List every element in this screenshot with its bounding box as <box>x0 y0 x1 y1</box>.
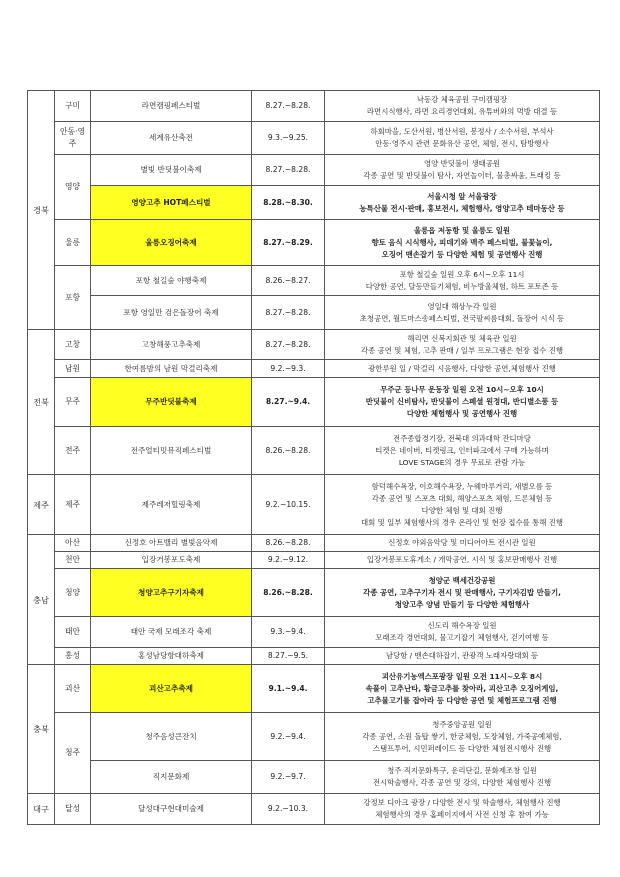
city-cell: 달성 <box>55 794 91 825</box>
city-cell: 청양 <box>55 569 91 617</box>
detail-line: 초청공연, 월드마스송페스티벌, 전국팔씨름대회, 돌장어 시식 등 <box>359 313 565 323</box>
festival-details <box>325 617 600 648</box>
festival-period: 8.26.~8.28. <box>252 535 325 552</box>
festival-details <box>325 91 600 122</box>
festival-details <box>325 713 600 761</box>
festival-period: 8.27.~9.5. <box>252 648 325 665</box>
festival-details <box>325 552 600 569</box>
detail-line: 향토 음식 시식행사, 피데기와 맥주 페스티벌, 불꽃놀이, <box>371 237 553 247</box>
detail-line: 괴산유기농엑스포광장 일원 오전 11시~오후 8시 <box>381 671 543 681</box>
detail-line: 고추물고기를 잡아라 등 다양한 공연 및 체험프로그램 진행 <box>367 695 557 705</box>
city-cell: 제주 <box>55 475 91 535</box>
festival-name: 청주음성큰잔치 <box>91 713 252 761</box>
festival-name: 포항 영일만 검은돌장어 축제 <box>91 296 252 330</box>
detail-line: 농특산물 전시·판매, 홍보전시, 체험행사, 영양고추 테마동산 등 <box>359 203 565 213</box>
festival-name: 제주레저힐링축제 <box>91 475 252 535</box>
festival-row <box>28 122 600 155</box>
detail-line: 남당항 / 맨손대하잡기, 관광객 노래자랑대회 등 <box>385 651 539 660</box>
festival-details <box>325 296 600 330</box>
festival-period: 8.27.~8.28. <box>252 91 325 122</box>
festival-details <box>325 569 600 617</box>
detail-line: 다양한 체험행사 및 공연행사 진행 <box>406 409 518 418</box>
festival-row <box>28 427 600 475</box>
festival-row <box>28 155 600 186</box>
festival-period: 8.26.~8.28. <box>252 427 325 475</box>
detail-line: 하회마을, 도산서원, 병산서원, 봉정사 / 소수서원, 부석사 <box>370 127 554 136</box>
province-cell: 충남 <box>28 535 55 665</box>
festival-period: 9.3.~9.25. <box>252 122 325 155</box>
festival-details <box>325 475 600 535</box>
festival-details <box>325 220 600 266</box>
city-cell: 괴산 <box>55 665 91 713</box>
province-cell: 경북 <box>28 91 55 330</box>
detail-line: 안동·영주시 관련 문화유산 공연, 체험, 전시, 탐방행사 <box>375 139 549 148</box>
city-cell: 아산 <box>55 535 91 552</box>
detail-line: 청양군 백세건강공원 <box>428 575 496 585</box>
festival-row <box>28 569 600 617</box>
festival-period: 8.27.~8.28. <box>252 296 325 330</box>
festival-period: 9.1.~9.4. <box>252 665 325 713</box>
province-cell: 제주 <box>28 475 55 535</box>
detail-line: 영양 반딧불이 생태공원 <box>423 159 501 168</box>
festival-table <box>27 90 600 825</box>
festival-period: 9.2.~9.3. <box>252 360 325 378</box>
festival-name: 신정호 아트밸리 별빛음악제 <box>91 535 252 552</box>
festival-period: 8.27.~9.4. <box>252 378 325 427</box>
city-cell: 고창 <box>55 330 91 360</box>
detail-line: 티켓은 네이버, 티켓링크, 인터파크에서 구매 가능하며 <box>375 445 549 455</box>
festival-details <box>325 794 600 825</box>
city-cell: 울릉 <box>55 220 91 266</box>
detail-line: 신정호 야외음악당 및 미디어아트 전시관 일원 <box>388 538 536 547</box>
festival-period: 8.26.~8.28. <box>252 569 325 617</box>
festival-row <box>28 794 600 825</box>
festival-details <box>325 186 600 220</box>
detail-line: 전주종합경기장, 전북대 의과대학 잔디마당 <box>393 433 531 443</box>
festival-period: 9.2.~10.3. <box>252 794 325 825</box>
festival-period: 9.2.~10.15. <box>252 475 325 535</box>
detail-line: 각종 공연, 소원 돌탑 쌓기, 한궁체험, 도장체험, 가죽공예체험, <box>362 731 562 741</box>
detail-line: LOVE STAGE의 경우 무료로 관람 가능 <box>398 457 526 467</box>
detail-line: 포항 철길숲 일원 오후 6시~오후 11시 <box>399 269 525 279</box>
festival-name: 입장거봉포도축제 <box>91 552 252 569</box>
festival-row <box>28 378 600 427</box>
festival-period: 9.2.~9.12. <box>252 552 325 569</box>
festival-name: 전주얼티밋뮤직페스티벌 <box>91 427 252 475</box>
festival-details <box>325 378 600 427</box>
detail-line: 오징어 맨손잡기 등 다양한 체험 및 공연행사 진행 <box>381 249 543 259</box>
festival-row <box>28 475 600 535</box>
festival-name: 영양고추 HOT페스티벌 <box>91 186 252 220</box>
detail-line: 울릉읍 저동항 및 울릉도 일원 <box>414 225 510 235</box>
detail-line: 무주군 등나무 운동장 일원 오전 10시~오후 10시 <box>380 385 544 394</box>
festival-details <box>325 665 600 713</box>
city-cell: 안동·영주 <box>55 122 91 155</box>
city-cell: 구미 <box>55 91 91 122</box>
province-cell: 충북 <box>28 665 55 794</box>
festival-row <box>28 552 600 569</box>
festival-details <box>325 122 600 155</box>
detail-line: 함덕해수욕장, 이호해수욕장, 누웨마루거리, 새별오름 등 <box>371 481 553 491</box>
festival-name: 라면캠핑페스티벌 <box>91 91 252 122</box>
detail-line: 스탬프투어, 시민퍼레이드 등 다양한 체험전시행사 진행 <box>372 743 552 753</box>
province-cell: 전북 <box>28 330 55 475</box>
detail-line: 대회 및 일부 체험행사의 경우 온라인 및 현장 접수를 통해 진행 <box>361 517 563 527</box>
festival-name: 청양고추구기자축제 <box>91 569 252 617</box>
city-cell: 영양 <box>55 155 91 220</box>
city-cell: 태안 <box>55 617 91 648</box>
festival-period: 8.28.~8.30. <box>252 186 325 220</box>
detail-line: 각종 공연, 고추구기자 전시 및 판매행사, 구기자김밥 만들기, <box>363 587 561 597</box>
festival-details <box>325 761 600 794</box>
festival-name: 직지문화제 <box>91 761 252 794</box>
festival-row <box>28 186 600 220</box>
detail-line: 입장거봉포도휴게소 / 개막공연, 시식 및 홍보판매행사 진행 <box>366 555 558 564</box>
festival-details <box>325 360 600 378</box>
detail-line: 청주 직지문화특구, 운리단길, 문화제조창 일원 <box>387 766 537 775</box>
festival-row <box>28 665 600 713</box>
festival-name: 홍성남당항대하축제 <box>91 648 252 665</box>
festival-row <box>28 296 600 330</box>
festival-details <box>325 155 600 186</box>
festival-row <box>28 713 600 761</box>
festival-row <box>28 617 600 648</box>
city-cell: 포항 <box>55 266 91 330</box>
detail-line: 낙동강 체육공원 구미캠핑장 <box>416 95 508 104</box>
city-cell: 무주 <box>55 378 91 427</box>
detail-line: 속풀이 고추난타, 황금고추를 찾아라, 괴산고추 오징어게임, <box>365 683 559 693</box>
festival-name: 별빛 반딧불이축제 <box>91 155 252 186</box>
detail-line: 각종 공연 및 반딧불이 탐사, 자연놀이터, 물총싸움, 트래킹 등 <box>363 171 561 180</box>
detail-line: 광한루원 일 / 막걸리 시음행사, 다양한 공연,체험행사 진행 <box>368 363 556 373</box>
detail-line: 각종 공연 및 스포츠 대회, 해양스포츠 체험, 드론체험 등 <box>371 493 553 503</box>
detail-line: 전시학술행사, 각종 공연 및 강의, 다양한 체험행사 진행 <box>372 778 552 787</box>
city-cell: 남원 <box>55 360 91 378</box>
detail-line: 강정보 디아크 광장 / 다양한 전시 및 학술행사, 체험행사 진행 <box>363 798 561 807</box>
detail-line: 각종 공연 및 체험, 고추 판매 / 일부 프로그램은 현장 접수 진행 <box>360 345 564 355</box>
festival-name: 달성대구현대미술제 <box>91 794 252 825</box>
festival-period: 8.26.~8.27. <box>252 266 325 296</box>
city-cell: 천안 <box>55 552 91 569</box>
festival-period: 8.27.~8.28. <box>252 155 325 186</box>
detail-line: 라면시식행사, 라면 요리경연대회, 유튜버와의 먹방 대결 등 <box>366 107 558 116</box>
city-cell: 청주 <box>55 713 91 794</box>
detail-line: 체험행사의 경우 홈페이지에서 사전 신청 후 참여 가능 <box>375 810 549 819</box>
festival-name: 울릉오징어축제 <box>91 220 252 266</box>
detail-line: 청양고추 양념 만들기 등 다양한 체험행사 <box>394 599 530 609</box>
festival-row <box>28 648 600 665</box>
festival-name: 세계유산축전 <box>91 122 252 155</box>
festival-period: 9.2.~9.4. <box>252 713 325 761</box>
detail-line: 청주중앙공원 일원 <box>432 719 492 729</box>
festival-period: 8.27.~8.28. <box>252 330 325 360</box>
festival-table-body <box>28 91 600 825</box>
festival-row <box>28 360 600 378</box>
festival-details <box>325 427 600 475</box>
province-cell: 대구 <box>28 794 55 825</box>
city-cell: 전주 <box>55 427 91 475</box>
festival-name: 한여름밤의 남원 막걸리축제 <box>91 360 252 378</box>
detail-line: 영일대 해상누각 일원 <box>427 301 497 311</box>
detail-line: 다양한 체험 및 대회 진행 <box>421 505 503 515</box>
festival-row <box>28 535 600 552</box>
festival-period: 9.3.~9.4. <box>252 617 325 648</box>
detail-line: 반딧불이 신비탐사, 반딧불이 스페셜 원정대, 반디별소풍 등 <box>365 397 559 406</box>
festival-row <box>28 220 600 266</box>
city-cell: 홍성 <box>55 648 91 665</box>
festival-details <box>325 535 600 552</box>
festival-period: 8.27.~8.29. <box>252 220 325 266</box>
detail-line: 서울시청 앞 서울광장 <box>427 191 497 201</box>
festival-row <box>28 266 600 296</box>
festival-name: 무주반딧불축제 <box>91 378 252 427</box>
festival-row <box>28 761 600 794</box>
festival-name: 고창해풍고추축제 <box>91 330 252 360</box>
festival-row <box>28 91 600 122</box>
festival-details <box>325 330 600 360</box>
festival-period: 9.2.~9.7. <box>252 761 325 794</box>
detail-line: 다양한 공연, 달등만들기체험, 비누방울체험, 하트 포토존 등 <box>365 281 559 291</box>
festival-row <box>28 330 600 360</box>
detail-line: 신도리 해수욕장 일원 <box>427 621 497 630</box>
detail-line: 해리면 신복지회관 및 체육관 일원 <box>407 333 517 343</box>
festival-name: 괴산고추축제 <box>91 665 252 713</box>
detail-line: 모래조각 경연대회, 물고기잡기 체험행사, 걷기여행 등 <box>375 633 549 642</box>
festival-name: 포항 철길숲 야행축제 <box>91 266 252 296</box>
festival-details <box>325 648 600 665</box>
festival-details <box>325 266 600 296</box>
festival-name: 태안 국제 모래조각 축제 <box>91 617 252 648</box>
